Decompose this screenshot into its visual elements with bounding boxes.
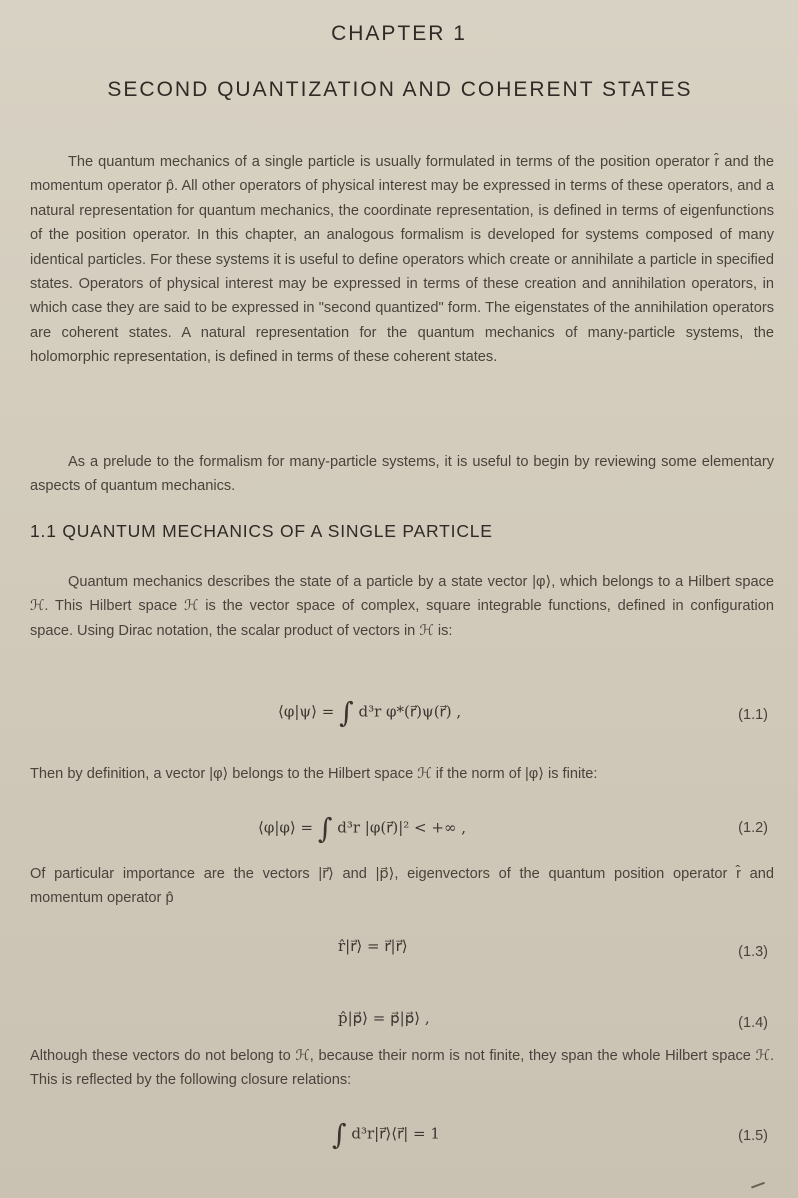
definition-paragraph: Then by definition, a vector |φ⟩ belongs to the Hilbert space ℋ if the norm of |φ⟩ is finite: <box>30 766 598 782</box>
equation-rhs: d³r |φ(r⃗)|² < +∞ , <box>332 818 466 837</box>
importance-paragraph: Of particular importance are the vectors |r⃗⟩ and |p⃗⟩, eigenvectors of the quantum position operator r̂ and momentum operator p̂ <box>30 866 774 907</box>
equation-body: r̂|r⃗⟩ = r⃗|r⃗⟩ <box>338 937 408 955</box>
integral-sign: ∫ <box>332 1118 347 1151</box>
equation-rhs: d³r φ*(r⃗)ψ(r⃗) , <box>353 702 462 721</box>
prelude-paragraph: As a prelude to the formalism for many-particle systems, it is useful to begin by reviewing some elementary aspects of quantum mechanics. <box>30 454 774 495</box>
chapter-title: SECOND QUANTIZATION AND COHERENT STATES <box>107 78 693 101</box>
intro-paragraph: The quantum mechanics of a single particle is usually formulated in terms of the position operator r̂ and the momentum operator p̂. All other operators of physical interest may be expressed in terms of these operators, and a natural representation for quantum mechanics, the coordinate representation, is defined in terms of eigenfunctions of the position operator. In this chapter, an analogous formalism is developed for systems composed of many identical particles. For these systems it is useful to define operators which create or annihilate a particle in specified states. Operators of physical interest may be expressed in terms of these creation and annihilation operators, in which case they are said to be expressed in "second quantized" form. The eigenstates of the annihilation operators are coherent states. A natural representation for the quantum mechanics of many-particle systems, the holomorphic representation, is defined in terms of these coherent states. <box>30 154 774 366</box>
equation-rhs: d³r|r⃗⟩⟨r⃗| = 1 <box>346 1124 440 1143</box>
chapter-label: CHAPTER 1 <box>331 22 467 45</box>
closure-paragraph: Although these vectors do not belong to ℋ, because their norm is not finite, they span the whole Hilbert space ℋ. This is reflected by the following closure relations: <box>30 1048 774 1089</box>
equation-lhs: ⟨φ|ψ⟩ = <box>278 702 340 721</box>
equation-number-1-1: (1.1) <box>738 707 768 723</box>
equation-1-2 <box>258 812 466 845</box>
equation-number-1-3: (1.3) <box>738 944 768 960</box>
integral-sign: ∫ <box>317 812 333 845</box>
equation-lhs: ⟨φ|φ⟩ = <box>258 818 318 837</box>
integral-sign: ∫ <box>339 696 354 729</box>
equation-1-4 <box>338 1009 430 1027</box>
equation-number-1-2: (1.2) <box>738 820 768 836</box>
equation-number-1-5: (1.5) <box>738 1128 768 1144</box>
equation-1-3 <box>338 937 408 955</box>
section-intro-paragraph: Quantum mechanics describes the state of a particle by a state vector |φ⟩, which belongs to a Hilbert space ℋ. This Hilbert space ℋ is the vector space of complex, square integrable functions, defined in configuration space. Using Dirac notation, the scalar product of vectors in ℋ is: <box>30 574 774 639</box>
section-heading: 1.1 QUANTUM MECHANICS OF A SINGLE PARTICLE <box>30 521 493 541</box>
equation-1-5 <box>332 1118 440 1151</box>
equation-1-1 <box>278 696 461 729</box>
equation-number-1-4: (1.4) <box>738 1015 768 1031</box>
page-corner-mark <box>751 1182 767 1194</box>
equation-body: p̂|p⃗⟩ = p⃗|p⃗⟩ , <box>338 1009 430 1027</box>
